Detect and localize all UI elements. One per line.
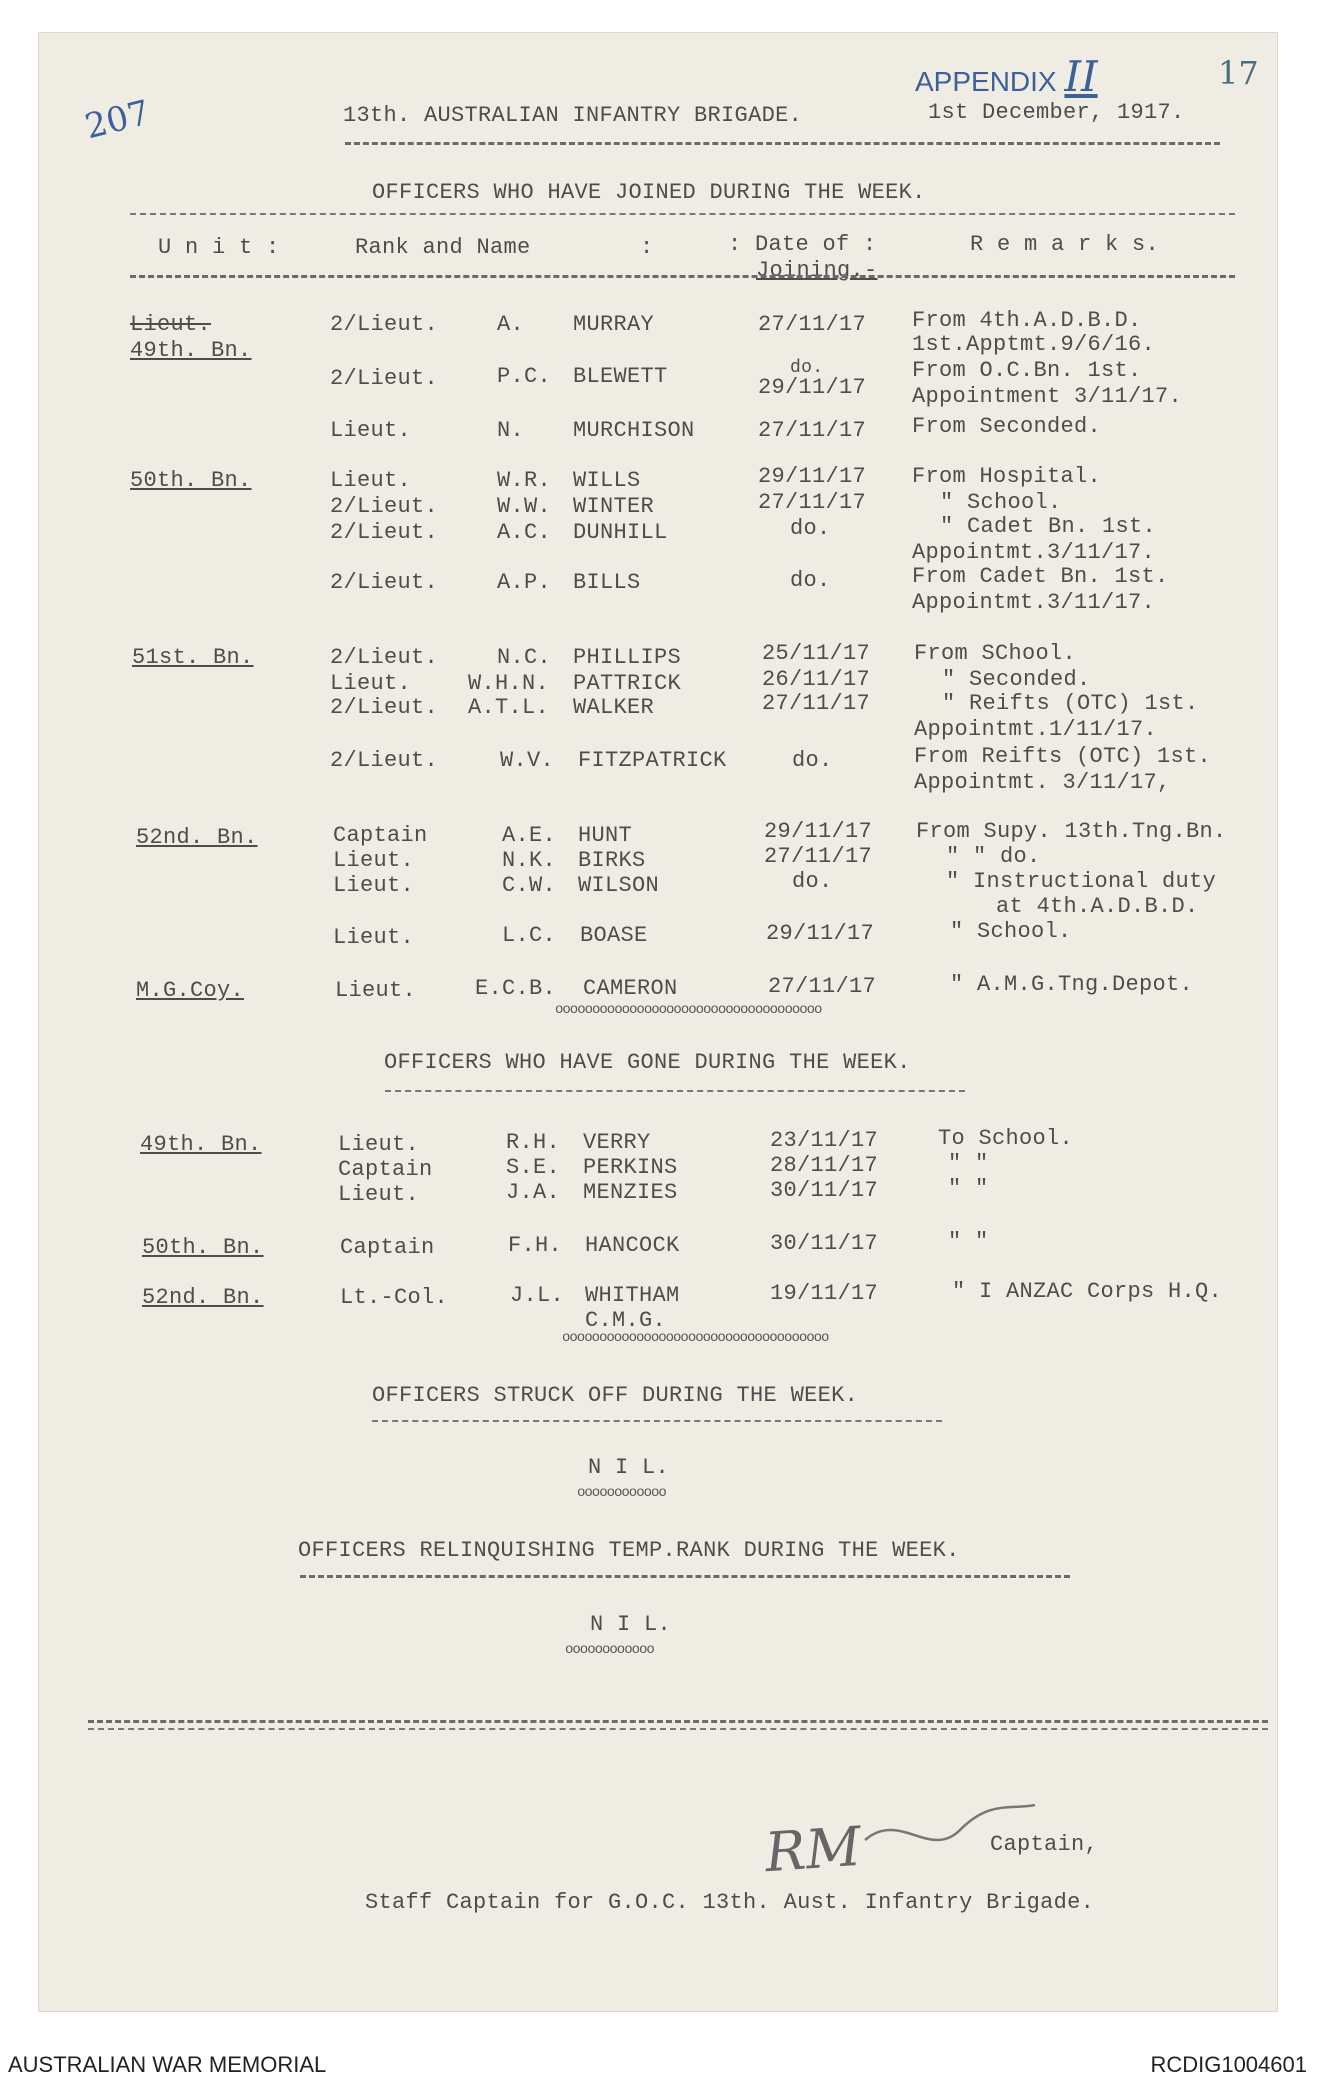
table-row-date: 27/11/17 [764, 844, 873, 869]
table-row-remarks: " Seconded. [942, 667, 1091, 692]
table-row-date: 27/11/17 [758, 312, 867, 337]
table-row-name: MENZIES [583, 1180, 678, 1205]
table-row-initials: W.H.N. [468, 671, 550, 696]
table-row-remarks: From O.C.Bn. 1st. [912, 358, 1142, 383]
table-row-name: MURRAY [573, 312, 655, 337]
table-row-remarks: From 4th.A.D.B.D. [912, 308, 1142, 333]
table-row-rank: Lt.-Col. [340, 1285, 449, 1310]
unit-51st-bn: 51st. Bn. [132, 645, 254, 670]
unit-50th-bn: 50th. Bn. [130, 468, 252, 493]
table-row-name-suffix: C.M.G. [585, 1308, 667, 1333]
table-row-rank: Lieut. [330, 671, 412, 696]
table-row-name: PATTRICK [573, 671, 682, 696]
table-row-date: do. [790, 516, 831, 541]
relinquish-section-title: OFFICERS RELINQUISHING TEMP.RANK DURING THE WEEK. [298, 1538, 960, 1563]
col-rank-name: Rank and Name [355, 235, 531, 260]
table-row-remarks: " " [948, 1176, 989, 1201]
table-row-name: BILLS [573, 570, 641, 595]
table-row-name: CAMERON [583, 976, 678, 1001]
table-row-date: 30/11/17 [770, 1231, 879, 1256]
appendix-stamp [915, 52, 1098, 101]
table-row-rank: Lieut. [333, 873, 415, 898]
table-row-initials: A.C. [497, 520, 552, 545]
table-row-remarks: " Instructional duty [946, 869, 1217, 894]
struck-nil: N I L. [588, 1455, 670, 1480]
table-row-remarks: From Cadet Bn. 1st. [912, 564, 1169, 589]
table-row-remarks: To School. [938, 1126, 1074, 1151]
joined-title-rule [130, 213, 1235, 215]
table-row-date: 29/11/17 [764, 819, 873, 844]
table-row-initials: W.V. [500, 748, 555, 773]
table-row-initials: W.W. [497, 494, 552, 519]
signature-rank: Captain, [990, 1832, 1099, 1857]
table-row-name: MURCHISON [573, 418, 695, 443]
table-row-remarks: From Reifts (OTC) 1st. [914, 744, 1212, 769]
unit-struck-lieut: Lieut. [130, 312, 212, 337]
signature-line: Staff Captain for G.O.C. 13th. Aust. Infantry Brigade. [365, 1890, 1095, 1915]
table-row-date: 27/11/17 [762, 691, 871, 716]
unit-49th-bn-gone: 49th. Bn. [140, 1132, 262, 1157]
table-row-date: 23/11/17 [770, 1128, 879, 1153]
section-ornament: oooooooooooooooooooooooooooooooooooo [555, 1002, 822, 1018]
table-row-date: 27/11/17 [758, 418, 867, 443]
table-row-name: WILSON [578, 873, 660, 898]
table-row-name: HANCOCK [585, 1233, 680, 1258]
table-row-rank: Captain [340, 1235, 435, 1260]
table-row-rank: Lieut. [333, 848, 415, 873]
table-row-remarks: at 4th.A.D.B.D. [996, 894, 1199, 919]
table-row-name: BOASE [580, 923, 648, 948]
nil-ornament: oooooooooooo [577, 1485, 666, 1501]
table-row-date: 19/11/17 [770, 1281, 879, 1306]
table-row-initials: J.L. [510, 1283, 565, 1308]
table-row-remarks: Appointmt.1/11/17. [914, 717, 1158, 742]
table-row-date: do. [792, 748, 833, 773]
table-row-rank: 2/Lieut. [330, 520, 439, 545]
table-row-rank: Lieut. [330, 418, 412, 443]
closing-rule [88, 1720, 1268, 1723]
col-separator: : [640, 235, 654, 260]
table-row-initials: R.H. [506, 1130, 561, 1155]
report-date: 1st December, 1917. [928, 100, 1185, 125]
table-row-date: 27/11/17 [758, 490, 867, 515]
relinquish-title-rule [300, 1575, 1070, 1578]
table-row-remarks: From SChool. [914, 641, 1077, 666]
table-row-initials: W.R. [497, 468, 552, 493]
table-row-initials: J.A. [506, 1180, 561, 1205]
signature-initials: RM [762, 1814, 864, 1885]
gone-section-title: OFFICERS WHO HAVE GONE DURING THE WEEK. [384, 1050, 911, 1075]
table-row-remarks: " " do. [946, 844, 1041, 869]
table-row-date: 25/11/17 [762, 641, 871, 666]
table-row-name: WINTER [573, 494, 655, 519]
appendix-numeral: II [1064, 52, 1098, 101]
footer-source: AUSTRALIAN WAR MEMORIAL [8, 2052, 327, 2077]
table-row-name: FITZPATRICK [578, 748, 727, 773]
table-row-initials: P.C. [497, 364, 552, 389]
footer-id: RCDIG1004601 [1150, 2052, 1307, 2077]
table-row-remarks: " Reifts (OTC) 1st. [942, 691, 1199, 716]
table-row-remarks: " A.M.G.Tng.Depot. [950, 972, 1194, 997]
table-row-remarks: " I ANZAC Corps H.Q. [952, 1279, 1223, 1304]
header-rule [345, 142, 1220, 145]
table-row-date: 29/11/17 [758, 375, 867, 400]
table-row-rank: 2/Lieut. [330, 366, 439, 391]
table-row-remarks: Appointmt.3/11/17. [912, 590, 1156, 615]
table-row-date: 29/11/17 [766, 921, 875, 946]
brigade-heading: 13th. AUSTRALIAN INFANTRY BRIGADE. [343, 103, 803, 128]
table-row-remarks: From Hospital. [912, 464, 1102, 489]
table-row-name: VERRY [583, 1130, 651, 1155]
joined-section-title: OFFICERS WHO HAVE JOINED DURING THE WEEK. [372, 180, 926, 205]
table-row-initials: L.C. [502, 923, 557, 948]
table-row-initials: C.W. [502, 873, 557, 898]
table-row-remarks: " " [948, 1151, 989, 1176]
unit-49th-bn: 49th. Bn. [130, 338, 252, 363]
table-row-rank: 2/Lieut. [330, 312, 439, 337]
table-row-rank: 2/Lieut. [330, 494, 439, 519]
table-row-remarks: From Seconded. [912, 414, 1102, 439]
unit-mg-coy: M.G.Coy. [136, 978, 245, 1003]
table-row-name: DUNHILL [573, 520, 668, 545]
table-row-name: HUNT [578, 823, 633, 848]
table-row-rank: 2/Lieut. [330, 570, 439, 595]
nil-ornament: oooooooooooo [565, 1642, 654, 1658]
col-unit: U n i t : [158, 235, 280, 260]
table-row-initials: A. [497, 312, 525, 337]
table-row-rank: 2/Lieut. [330, 645, 439, 670]
folio-number: 17 [1218, 54, 1259, 92]
table-row-date: 29/11/17 [758, 464, 867, 489]
table-row-remarks: " " [948, 1229, 989, 1254]
page-number-annotation: 207 [81, 92, 154, 148]
col-joining: Joining.- [756, 258, 878, 283]
table-row-date: do. [790, 568, 831, 593]
table-row-remarks: From Supy. 13th.Tng.Bn. [916, 819, 1227, 844]
table-row-name: WHITHAM [585, 1283, 680, 1308]
unit-50th-bn-gone: 50th. Bn. [142, 1235, 264, 1260]
table-row-initials: F.H. [508, 1233, 563, 1258]
table-row-rank: Captain [333, 823, 428, 848]
table-row-date: 28/11/17 [770, 1153, 879, 1178]
table-row-remarks: 1st.Apptmt.9/6/16. [912, 332, 1156, 357]
gone-title-rule [385, 1090, 965, 1092]
table-row-remarks: " School. [940, 490, 1062, 515]
table-row-remarks: " School. [950, 919, 1072, 944]
table-row-initials: E.C.B. [475, 976, 557, 1001]
struck-title-rule [372, 1420, 942, 1422]
section-ornament: oooooooooooooooooooooooooooooooooooo [562, 1330, 829, 1346]
table-row-date-note: do. [790, 358, 824, 378]
table-row-date: 30/11/17 [770, 1178, 879, 1203]
table-row-rank: Lieut. [338, 1132, 420, 1157]
table-row-initials: S.E. [506, 1155, 561, 1180]
table-row-initials: A.T.L. [468, 695, 550, 720]
table-row-rank: 2/Lieut. [330, 695, 439, 720]
table-row-initials: N.K. [502, 848, 557, 873]
table-row-rank: Lieut. [333, 925, 415, 950]
table-row-name: PERKINS [583, 1155, 678, 1180]
table-row-rank: Lieut. [330, 468, 412, 493]
struck-section-title: OFFICERS STRUCK OFF DURING THE WEEK. [372, 1383, 859, 1408]
table-row-rank: Lieut. [335, 978, 417, 1003]
table-row-rank: Captain [338, 1157, 433, 1182]
column-header-rule [130, 275, 1235, 278]
table-row-initials: N.C. [497, 645, 552, 670]
table-row-date: 27/11/17 [768, 974, 877, 999]
table-row-initials: N. [497, 418, 525, 443]
closing-rule [88, 1728, 1268, 1730]
table-row-rank: 2/Lieut. [330, 748, 439, 773]
unit-52nd-bn-gone: 52nd. Bn. [142, 1285, 264, 1310]
table-row-date: do. [792, 869, 833, 894]
table-row-remarks: Appointmt. 3/11/17, [914, 770, 1171, 795]
table-row-initials: A.P. [497, 570, 552, 595]
table-row-name: BLEWETT [573, 364, 668, 389]
unit-52nd-bn: 52nd. Bn. [136, 825, 258, 850]
table-row-date: 26/11/17 [762, 667, 871, 692]
table-row-initials: A.E. [502, 823, 557, 848]
table-row-remarks: Appointment 3/11/17. [912, 384, 1183, 409]
col-date-of: : Date of : [728, 232, 877, 257]
table-row-name: PHILLIPS [573, 645, 682, 670]
table-row-name: WALKER [573, 695, 655, 720]
col-remarks: R e m a r k s. [970, 232, 1160, 257]
table-row-name: WILLS [573, 468, 641, 493]
table-row-rank: Lieut. [338, 1182, 420, 1207]
table-row-remarks: Appointmt.3/11/17. [912, 540, 1156, 565]
relinquish-nil: N I L. [590, 1612, 672, 1637]
appendix-label: APPENDIX [915, 66, 1057, 97]
table-row-remarks: " Cadet Bn. 1st. [940, 514, 1157, 539]
table-row-name: BIRKS [578, 848, 646, 873]
